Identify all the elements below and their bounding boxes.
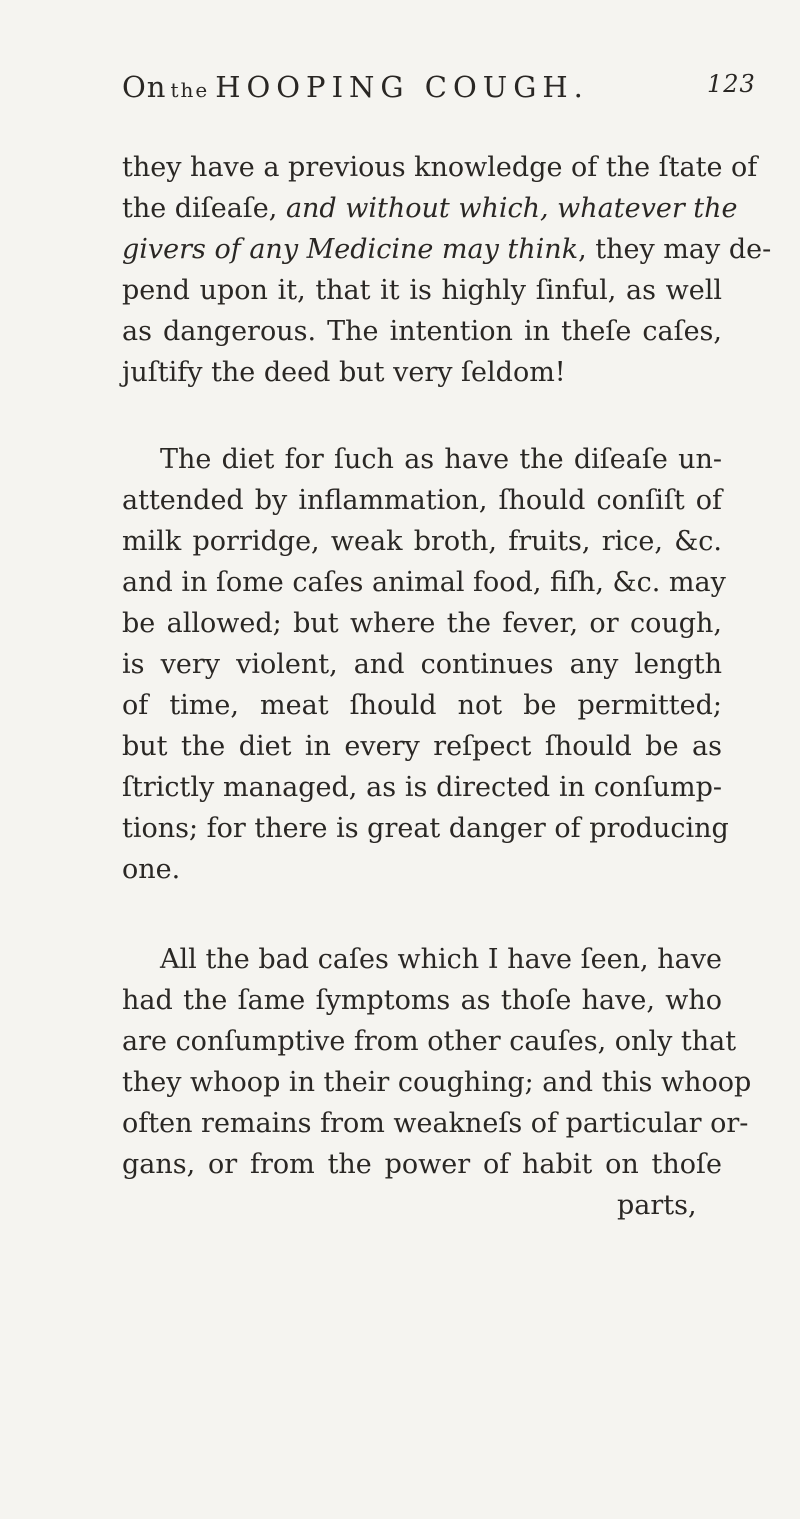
p3-line-2: had the ſame ſymptoms as thoſe have, who — [122, 985, 722, 1016]
p1-line-5: as dangerous. The intention in theſe caſes, — [122, 316, 722, 347]
running-head-title: HOOPING COUGH. — [215, 70, 589, 104]
p3-line-5: often remains from weakneſs of particular or- — [122, 1108, 749, 1139]
p2-line-3: milk porridge, weak broth, fruits, rice, &c. — [122, 526, 722, 557]
p1-line-2-roman: the diſeaſe, — [122, 193, 286, 224]
p1-line-1: they have a previous knowledge of the ſtate of — [122, 152, 758, 183]
p3-line-4: they whoop in their coughing; and this whoop — [122, 1067, 752, 1098]
p1-line-2 — [122, 189, 738, 229]
p2-line-7: of time, meat ſhould not be permitted; — [122, 690, 722, 721]
running-head-the: the — [170, 78, 210, 102]
p1-line-6: juſtify the deed but very ſeldom! — [122, 357, 566, 388]
p1-line-3-roman: , they may de- — [578, 234, 772, 265]
catchword: parts, — [617, 1190, 697, 1221]
running-head — [122, 70, 756, 120]
running-head-on: On — [122, 70, 167, 104]
p2-line-5: be allowed; but where the fever, or cough, — [122, 608, 722, 639]
p2-line-6: is very violent, and continues any length — [122, 649, 722, 680]
p3-line-6: gans, or from the power of habit on thoſe — [122, 1149, 722, 1180]
p1-line-3-italic: givers of any Medicine may think — [122, 234, 579, 265]
p2-line-1: The diet for ſuch as have the diſeaſe un- — [160, 444, 722, 475]
p2-line-10: tions; for there is great danger of producing — [122, 813, 729, 844]
p2-line-2: attended by inflammation, ſhould conſiſt of — [122, 485, 722, 516]
p3-line-1: All the bad caſes which I have ſeen, have — [160, 944, 722, 975]
p1-line-4: pend upon it, that it is highly ſinful, as well — [122, 275, 722, 306]
p1-line-2-italic: and without which, whatever the — [285, 193, 738, 224]
p3-line-3: are conſumptive from other cauſes, only that — [122, 1026, 737, 1057]
p2-line-9: ſtrictly managed, as is directed in conſump- — [122, 772, 722, 803]
p2-line-11: one. — [122, 854, 181, 885]
p2-line-8: but the diet in every reſpect ſhould be as — [122, 731, 722, 762]
p2-line-4: and in ſome caſes animal food, fiſh, &c. may — [122, 567, 726, 598]
p1-line-3 — [122, 230, 772, 270]
page-number: 123 — [707, 70, 756, 98]
